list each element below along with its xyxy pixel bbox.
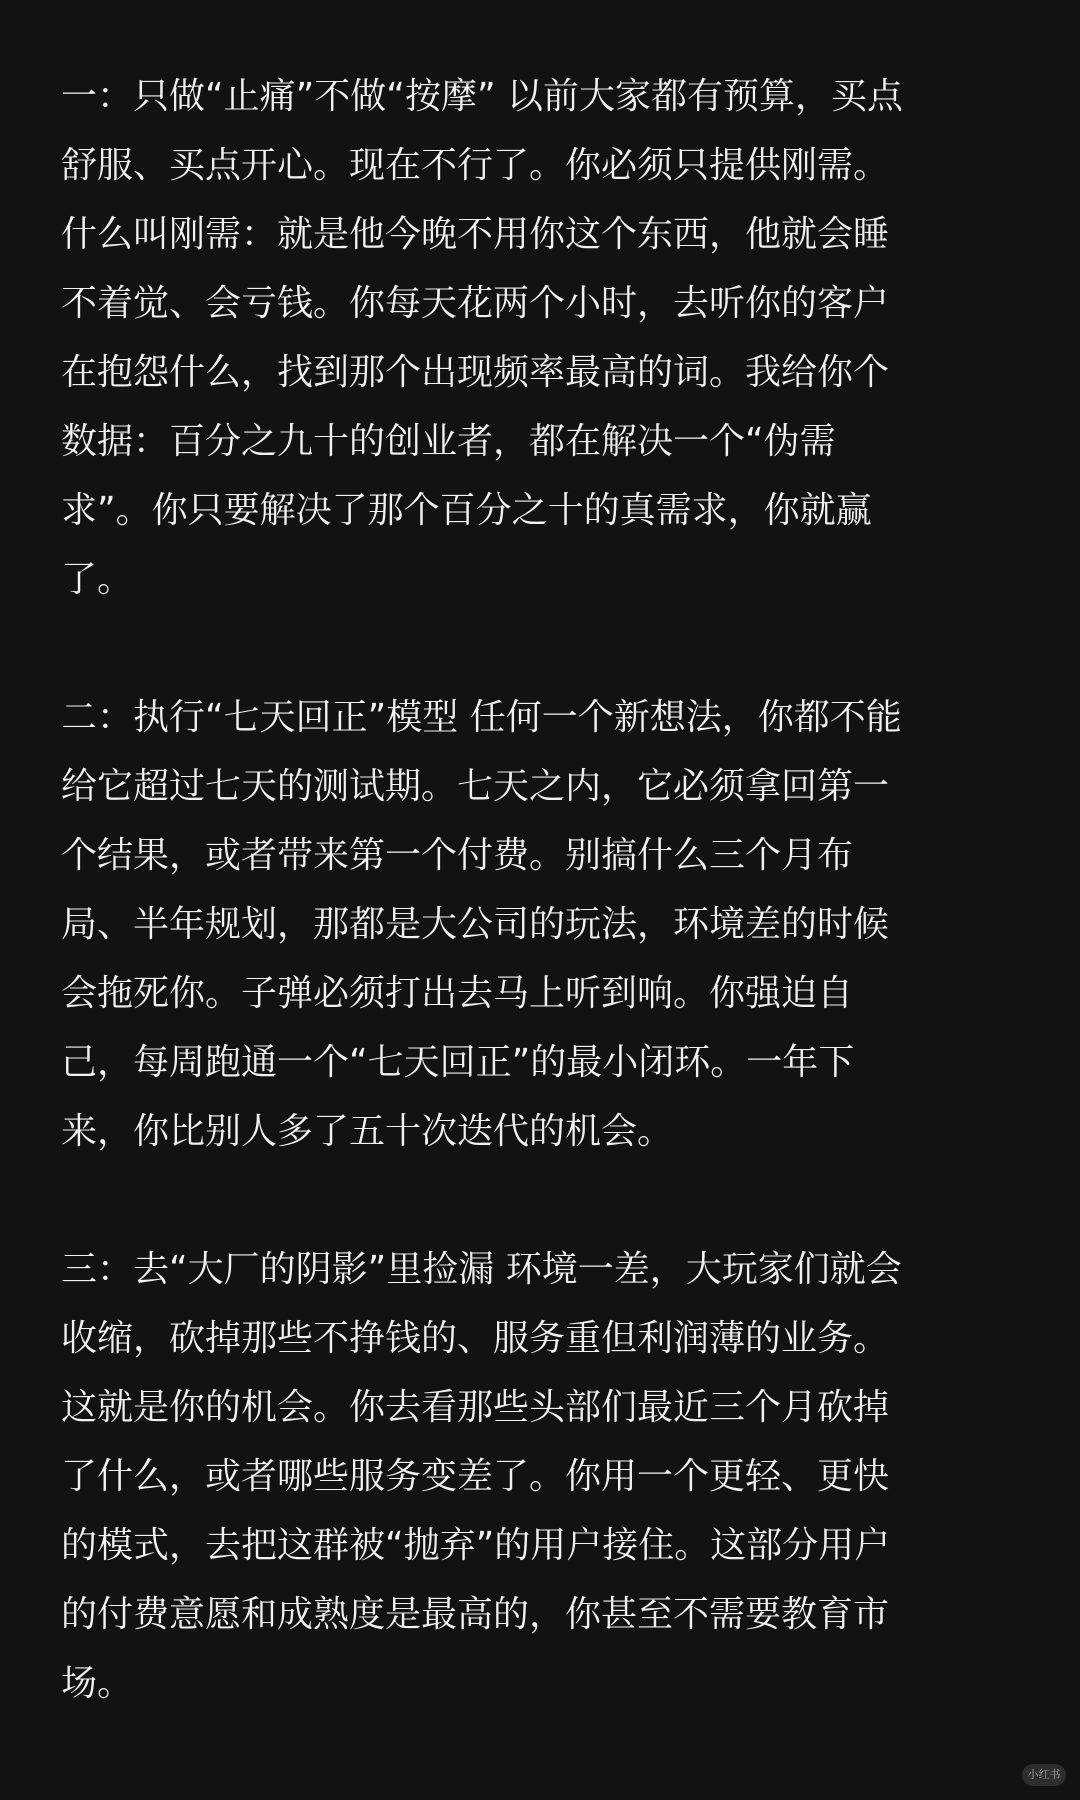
text-line: 舒服、买点开心。现在不行了。你必须只提供刚需。 (61, 145, 890, 186)
text-line: 在抱怨什么，找到那个出现频率最高的词。我给你个 (61, 352, 890, 393)
text-line: 一：只做“止痛”不做“按摩” 以前大家都有预算，买点 (61, 76, 904, 117)
text-line: 求”。你只要解决了那个百分之十的真需求，你就赢 (61, 490, 872, 531)
text-line: 不着觉、会亏钱。你每天花两个小时，去听你的客户 (61, 283, 890, 324)
text-line: 收缩，砍掉那些不挣钱的、服务重但利润薄的业务。 (61, 1318, 890, 1359)
platform-watermark: 小红书 (1022, 1764, 1066, 1786)
paragraph-1 (61, 62, 1021, 614)
text-line: 什么叫刚需：就是他今晚不用你这个东西，他就会睡 (61, 214, 890, 255)
text-line: 三：去“大厂的阴影”里捡漏 环境一差，大玩家们就会 (61, 1249, 902, 1290)
text-line: 这就是你的机会。你去看那些头部们最近三个月砍掉 (61, 1387, 890, 1428)
paragraph-2 (61, 683, 1021, 1166)
text-line: 局、半年规划，那都是大公司的玩法，环境差的时候 (61, 904, 890, 945)
text-line: 来，你比别人多了五十次迭代的机会。 (61, 1111, 674, 1152)
text-line: 的付费意愿和成熟度是最高的，你甚至不需要教育市 (61, 1594, 890, 1635)
text-line: 己，每周跑通一个“七天回正”的最小闭环。一年下 (61, 1042, 855, 1083)
text-line: 了。 (61, 559, 134, 600)
text-line: 场。 (61, 1663, 134, 1704)
text-line: 给它超过七天的测试期。七天之内，它必须拿回第一 (61, 766, 890, 807)
text-line: 的模式，去把这群被“抛弃”的用户接住。这部分用户 (61, 1525, 891, 1566)
text-line: 数据：百分之九十的创业者，都在解决一个“伪需 (61, 421, 836, 462)
text-line: 个结果，或者带来第一个付费。别搞什么三个月布 (61, 835, 854, 876)
text-line: 会拖死你。子弹必须打出去马上听到响。你强迫自 (61, 973, 854, 1014)
article-body (61, 62, 1021, 1787)
paragraph-3 (61, 1235, 1021, 1718)
text-line: 二：执行“七天回正”模型 任何一个新想法，你都不能 (61, 697, 902, 738)
text-line: 了什么，或者哪些服务变差了。你用一个更轻、更快 (61, 1456, 890, 1497)
